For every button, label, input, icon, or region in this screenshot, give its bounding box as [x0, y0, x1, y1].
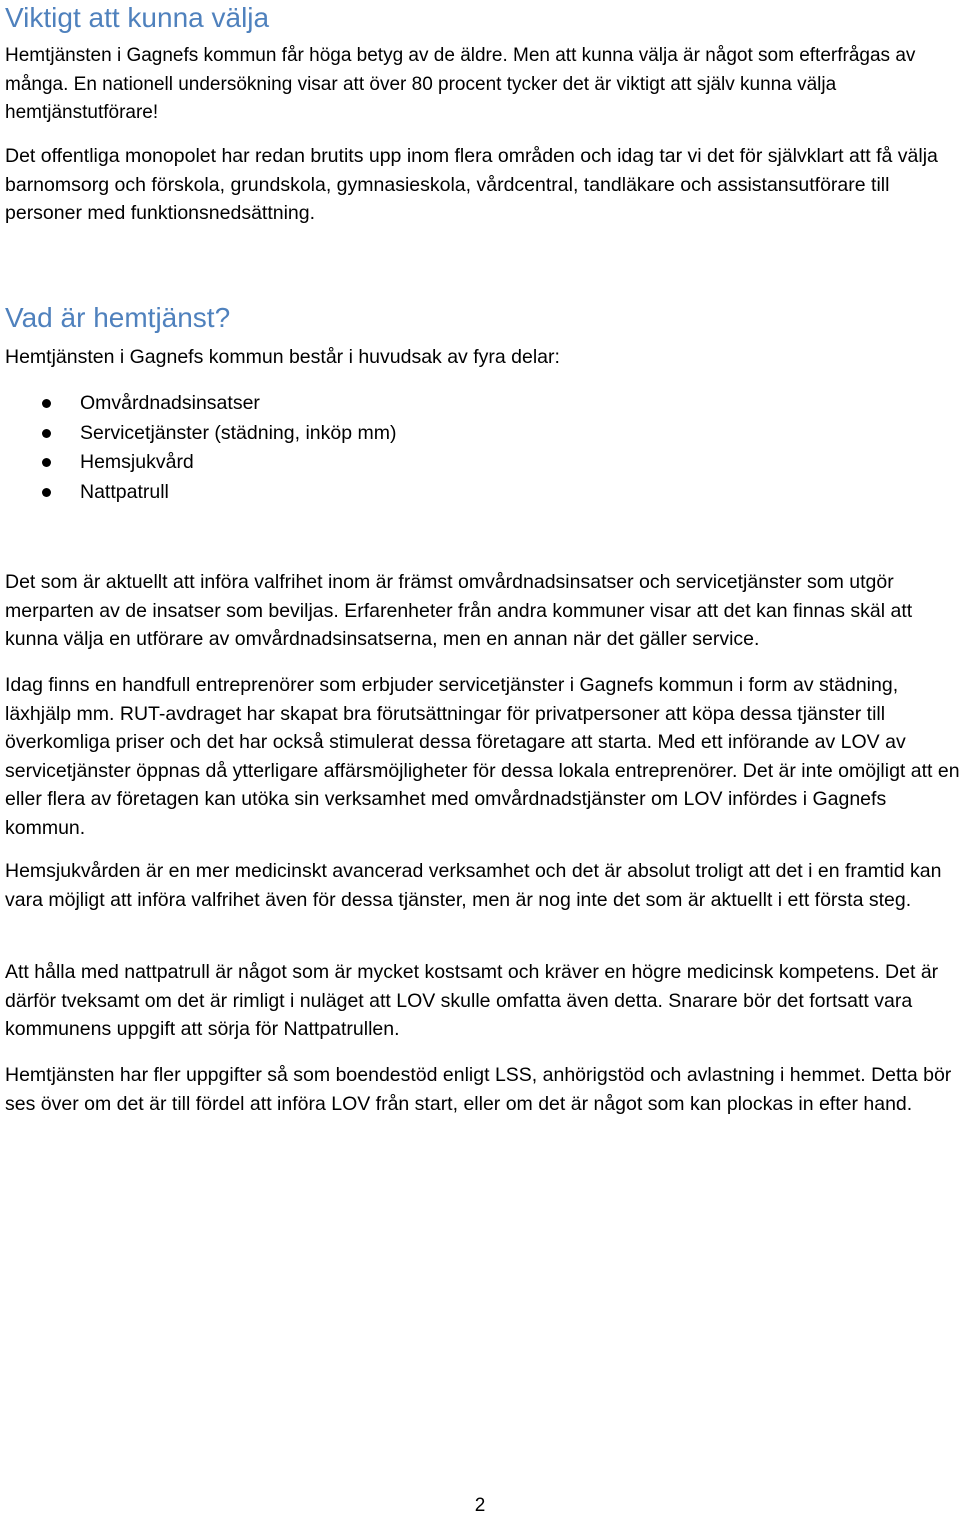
paragraph-intro: Hemtjänsten i Gagnefs kommun får höga betyg av de äldre. Men att kunna välja är något som efterfrågas av många. En nationell undersökning visar att över 80 procent tycker det är viktigt att själv kunna välja hemtjänstutförare!	[5, 45, 916, 123]
bullet-icon	[42, 488, 51, 497]
section-heading-vad-ar-hemtjanst: Vad är hemtjänst?	[5, 302, 231, 333]
list-item-label: Hemsjukvård	[80, 451, 194, 474]
paragraph-monopol: Det offentliga monopolet har redan brutits upp inom flera områden och idag tar vi det för självklart att få välja barnomsorg och förskola, grundskola, gymnasieskola, vårdcentral, tandläkare och assistansutförare till personer med funktionsnedsättning.	[5, 145, 938, 225]
list-item-label: Servicetjänster (städning, inköp mm)	[80, 421, 397, 444]
paragraph-nattpatrull: Att hålla med nattpatrull är något som är mycket kostsamt och kräver en högre medicinsk kompetens. Det är därför tveksamt om det är rimligt i nuläget att LOV skulle omfatta även detta. Snarare bör det fortsatt vara kommunens uppgift att sörja för Nattpatrullen.	[5, 961, 939, 1041]
list-item	[5, 478, 905, 508]
paragraph-fler-uppgifter: Hemtjänsten har fler uppgifter så som boendestöd enligt LSS, anhörigstöd och avlastning i hemmet. Detta bör ses över om det är till fördel att införa LOV från start, eller om det är något som kan plockas in efter hand.	[5, 1064, 952, 1115]
list-item	[5, 419, 905, 449]
paragraph-valfrihet: Det som är aktuellt att införa valfrihet inom är främst omvårdnadsinsatser och servicetjänster som utgör merparten av de insatser som beviljas. Erfarenheter från andra kommuner visar att det kan finnas skäl att kunna välja en utförare av omvårdnadsinsatserna, men en annan när det gäller service.	[5, 571, 913, 651]
paragraph-hemsjukvard: Hemsjukvården är en mer medicinskt avancerad verksamhet och det är absolut troligt att det i en framtid kan vara möjligt att införa valfrihet även för dessa tjänster, men är nog inte det som är aktuellt i ett första steg.	[5, 860, 942, 911]
list-item	[5, 448, 905, 478]
paragraph-fyra-delar: Hemtjänsten i Gagnefs kommun består i huvudsak av fyra delar:	[5, 346, 560, 368]
bullet-icon	[42, 429, 51, 438]
paragraph-entreprenorer: Idag finns en handfull entreprenörer som erbjuder servicetjänster i Gagnefs kommun i form av städning, läxhjälp mm. RUT-avdraget har skapat bra förutsättningar för privatpersoner att köpa dessa tjänster till överkomliga priser och det har också stimulerat dessa företagare att starta. Med ett införande av LOV av servicetjänster öppnas då ytterligare affärsmöjligheter för dessa lokala entreprenörer. Det är inte omöjligt att en eller flera av företagen kan utöka sin verksamhet med omvårdnadstjänster om LOV infördes i Gagnefs kommun.	[5, 674, 960, 839]
list-item	[5, 389, 905, 419]
page-number: 2	[474, 1495, 486, 1516]
bullet-icon	[42, 458, 51, 467]
list-item-label: Omvårdnadsinsatser	[80, 392, 260, 414]
list-item-label: Nattpatrull	[80, 480, 169, 503]
bullet-list	[5, 389, 905, 507]
bullet-icon	[42, 399, 51, 408]
section-heading-viktigt: Viktigt att kunna välja	[5, 2, 270, 33]
